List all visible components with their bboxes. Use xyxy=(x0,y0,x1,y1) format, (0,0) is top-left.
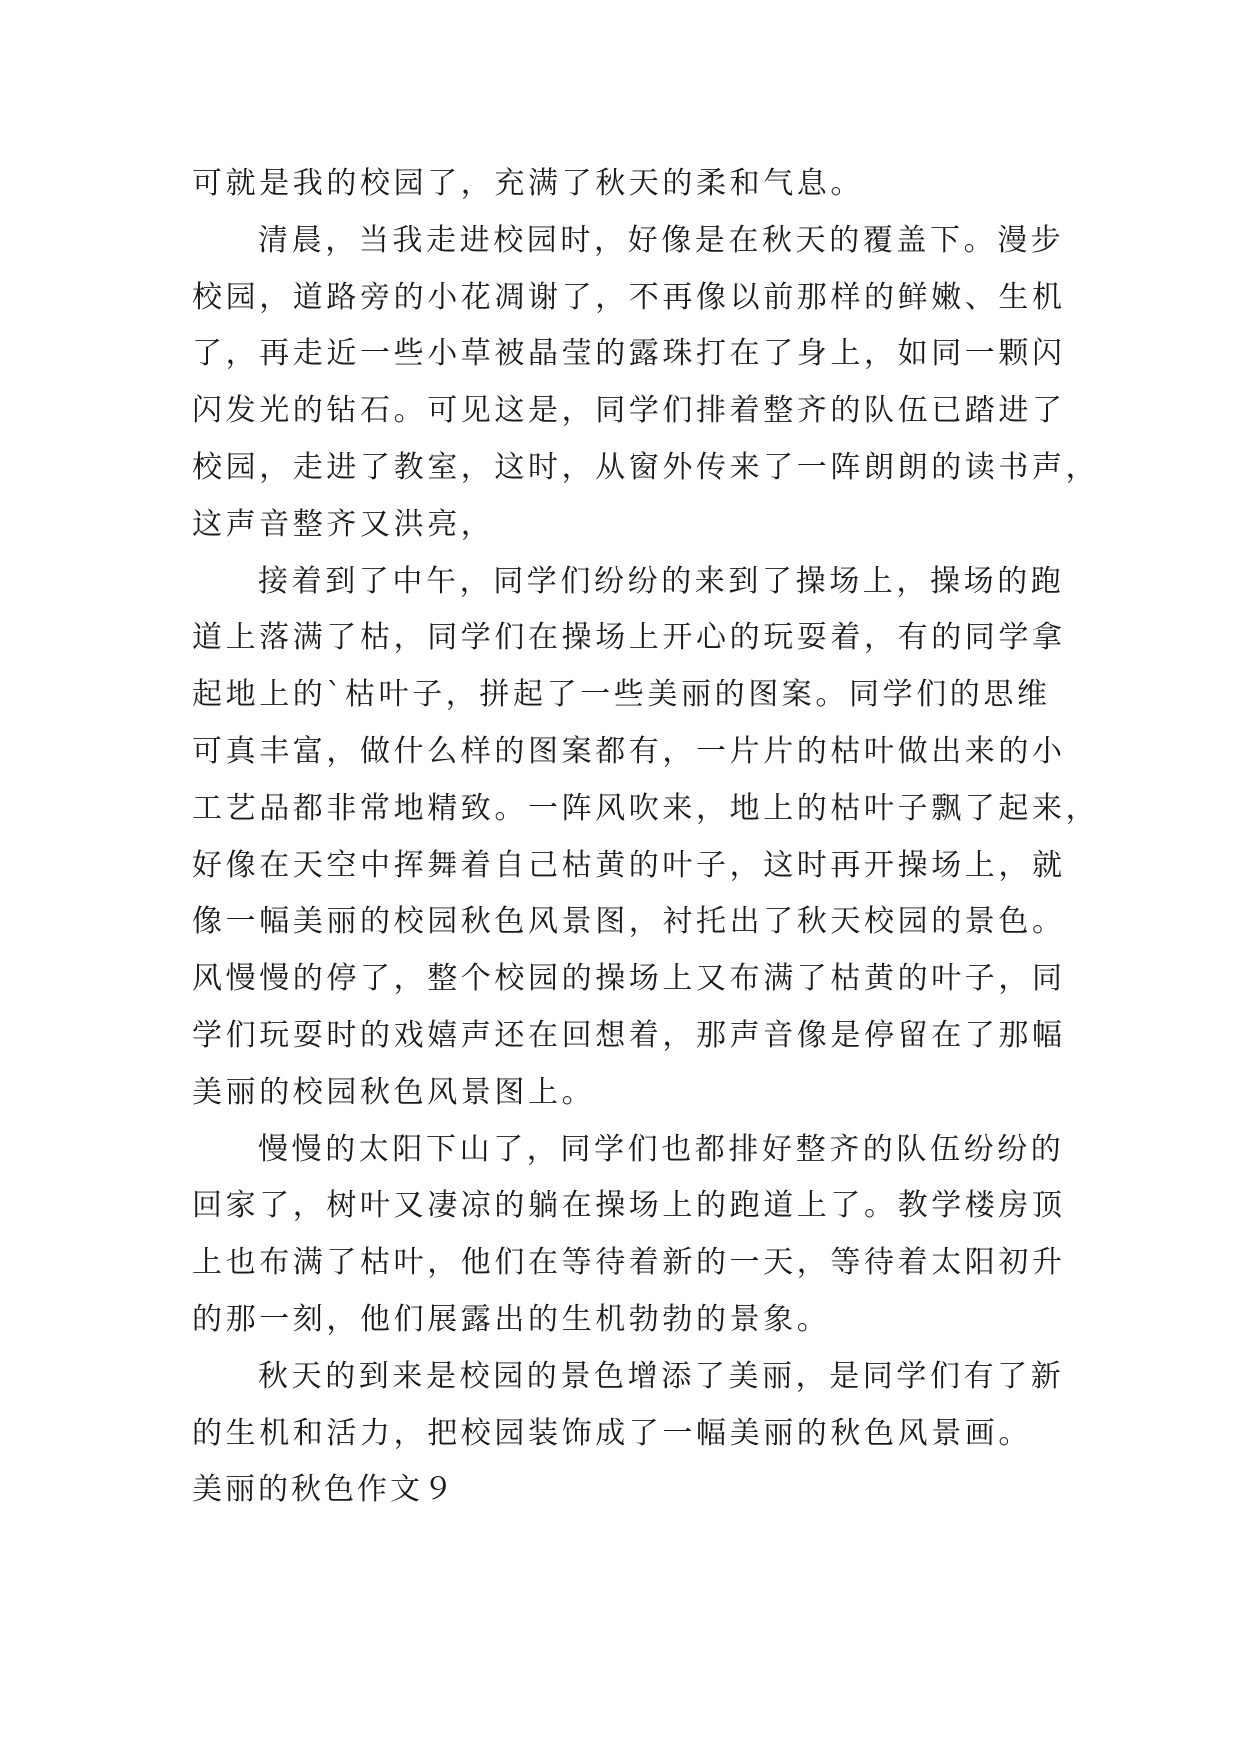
text-line: 风慢慢的停了，整个校园的操场上又布满了枯黄的叶子，同 xyxy=(192,961,1066,997)
text-line: 这声音整齐又洪亮， xyxy=(192,506,495,542)
text-line: 闪发光的钻石。可见这是，同学们排着整齐的队伍已踏进了 xyxy=(192,393,1066,429)
text-line: 起地上的`枯叶子，拼起了一些美丽的图案。同学们的思维 xyxy=(192,677,1051,713)
text-line: 可就是我的校园了，充满了秋天的柔和气息。 xyxy=(192,166,864,201)
text-line: 像一幅美丽的校园秋色风景图，衬托出了秋天校园的景色。 xyxy=(192,904,1066,940)
text-line: 美丽的校园秋色风景图上。 xyxy=(192,1074,596,1110)
text-line: 好像在天空中挥舞着自己枯黄的叶子，这时再开操场上，就 xyxy=(192,847,1066,883)
essay-body xyxy=(192,156,1100,1519)
text-line: 学们玩耍时的戏嬉声还在回想着，那声音像是停留在了那幅 xyxy=(192,1017,1066,1053)
text-line: 的那一刻，他们展露出的生机勃勃的景象。 xyxy=(192,1301,831,1337)
paragraph-start-line: 清晨，当我走进校园时，好像是在秋天的覆盖下。漫步 xyxy=(258,222,1065,258)
text-line: 了，再走近一些小草被晶莹的露珠打在了身上，如同一颗闪 xyxy=(192,336,1066,372)
text-line: 回家了，树叶又凄凉的躺在操场上的跑道上了。教学楼房顶 xyxy=(192,1188,1066,1224)
text-line: 校园，走进了教室，这时，从窗外传来了一阵朗朗的读书声， xyxy=(192,449,1100,485)
paragraph-start-line: 秋天的到来是校园的景色增添了美丽，是同学们有了新 xyxy=(258,1358,1065,1394)
text-line: 道上落满了枯，同学们在操场上开心的玩耍着，有的同学拿 xyxy=(192,620,1066,656)
text-line: 校园，道路旁的小花凋谢了，不再像以前那样的鲜嫩、生机 xyxy=(192,279,1066,315)
next-essay-title: 美丽的秋色作文９ xyxy=(192,1472,456,1508)
paragraph-start-line: 慢慢的太阳下山了，同学们也都排好整齐的队伍纷纷的 xyxy=(258,1131,1065,1167)
text-line: 的生机和活力，把校园装饰成了一幅美丽的秋色风景画。 xyxy=(192,1415,1032,1451)
text-line: 上也布满了枯叶，他们在等待着新的一天，等待着太阳初升 xyxy=(192,1245,1066,1281)
text-line: 可真丰富，做什么样的图案都有，一片片的枯叶做出来的小 xyxy=(192,733,1066,769)
text-line: 工艺品都非常地精致。一阵风吹来，地上的枯叶子飘了起来， xyxy=(192,790,1100,826)
paragraph-start-line: 接着到了中午，同学们纷纷的来到了操场上，操场的跑 xyxy=(258,563,1065,599)
